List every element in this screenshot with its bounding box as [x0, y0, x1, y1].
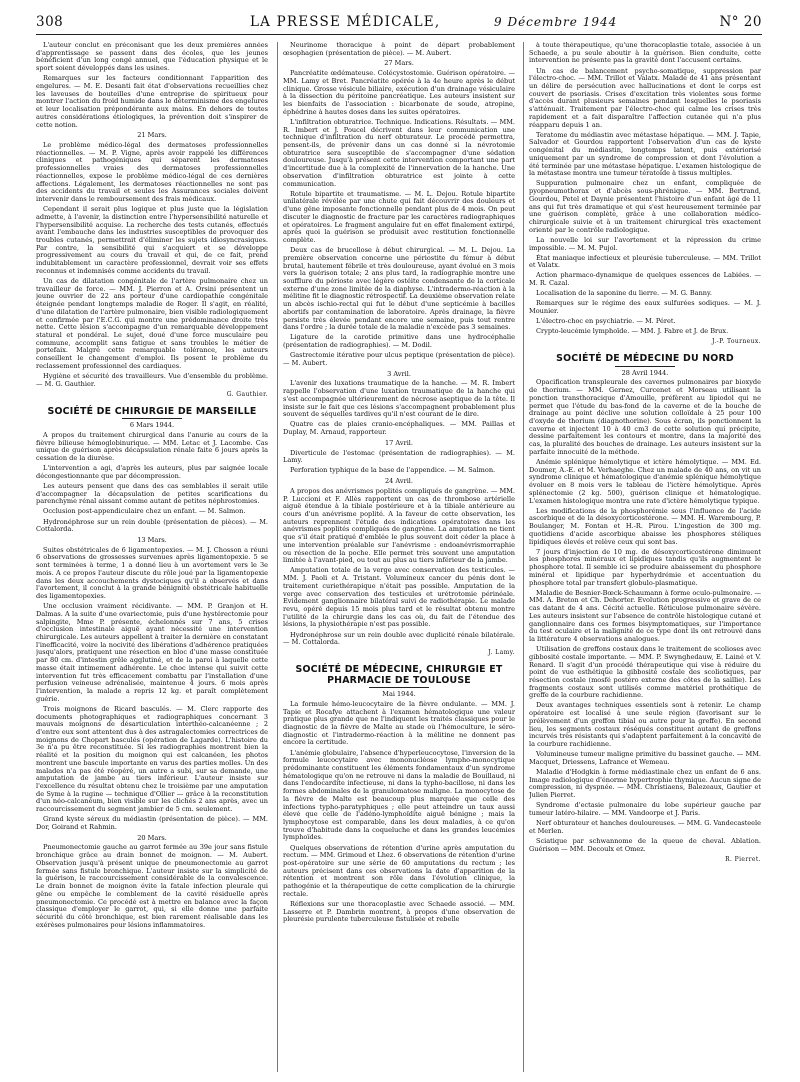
article-paragraph: Grand kyste séreux du médiastin (présentation de pièce). — MM. Dor, Goirand et Rahmin.: [36, 815, 268, 832]
author-signature: G. Gauthier.: [226, 390, 268, 398]
article-paragraph: Gastrectomie itérative pour ulcus peptique (présentation de pièce). — M. Aubert.: [283, 351, 515, 367]
column-divider: [523, 42, 524, 1072]
page-header: [36, 12, 762, 35]
article-paragraph: Amputation totale de la verge avec conservation des testicules. — MM. J. Paoli et A. Tristant. Volumineux cancer du pénis dont le traitement curiethérapique n'était pas possible. Amputation de la verge avec conservation des testicules et urétrotomie périnéale. Evidement ganglionnaire bilatéral suivi de radiothérapie. Le malade revu, opéré depuis 15 mois plus tard et le résultat obtenu montre l'utilité de la chirurgie dans les cas où, du fait de l'étendue des lésions, la physiothérapie n'est pas possible.: [283, 566, 515, 629]
session-date: 6 Mars 1944.: [129, 421, 175, 430]
journal-title: LA PRESSE MÉDICALE,: [250, 14, 441, 30]
article-paragraph: Pancréatite œdémateuse. Colécystostomie. Guérison opératoire. — MM. Lamy et Bret. Pancréatite opérée à la 4e heure après le début clinique. Grosse vésicule biliaire, exécution d'un drainage vésiculaire à la dissection du péritoine pancréatique. Les auteurs insistent sur les bienfaits de l'association : bicarbonate de soude, atropine, éphédrine à hautes doses dans les suites opératoires.: [283, 69, 515, 116]
article-paragraph: La nouvelle loi sur l'avortement et la répression du crime impossible. — M. M. Pujol.: [529, 235, 761, 252]
article-paragraph: État maniaque infectieux et pleurésie tuberculeuse. — MM. Trillot et Valatx.: [529, 253, 761, 270]
article-paragraph: L'anémie globulaire, l'absence d'hyperleucocytose, l'inversion de la formule leucocytaire avec mononucléose lympho-monocytique prédominante constituent les éléments fondamentaux d'un syndrome hématologique qu'on ne retrouve ni dans la maladie de Bouillaud, ni dans l'endocardite infectieuse, ni dans la typho-bacillose, ni dans les formes abdominales de la granulomatose maligne. La monocytose de la fièvre de Malte est beaucoup plus marquée que celle des infections typho-paratyphiques ; elle peut atteindre un taux aussi élevé que celle de l'adéno-lymphoïdite aiguë bénigne ; mais la lymphocytose est comparable, dans les deux maladies, à ce qu'on trouve d'habitude dans la coqueluche et dans les grandes leucémies lymphoïdes.: [283, 748, 515, 842]
column-1: [36, 42, 268, 1072]
issue-date: 9 Décembre 1944: [494, 15, 618, 29]
article-paragraph: L'auteur conclut en préconisant que les deux premières années d'apprentissage se passent dans des écoles, que les jeunes bénéficient d'un long congé annuel, que l'éducation physique et le sport soient développés dans les usines.: [36, 42, 268, 73]
article-paragraph: Trois moignons de Ricard basculés. — M. Clerc rapporte des documents photographiques et radiographiques concernant 3 mauvais moignons de désarticulation interthéo-calcanéenne ; 2 d'entre eux sont attentent dus à des astragalectomies correctrices de moignons de Chopart basculés (opération de Lagarde). L'histoire du 3e n'a pu être reconstituée. Si les radiographies montrent bien la réalité et la position du moignon qui est calcanéen, les photos montrent une bascule importante en varus des parties molles. Un des malades n'a pas été réopéré, un autre a subi, sur sa demande, une amputation de jambe au tiers inférieur. L'auteur insiste sur l'excellence du résultat obtenu chez le troisième par une amputation de Syme à la rugine — technique d'Ollier — grâce à la reconstitution d'un néo-calcanéum, bien visible sur les clichés 2 ans après, avec un raccourcissement du segment jambier de 5 cm. seulement.: [36, 704, 268, 814]
article-paragraph: Hydronéphrose sur un rein double avec duplicité rénale bilatérale. — M. Cottalorda.: [283, 630, 515, 647]
article-paragraph: Maladie de Besnier-Bœck-Schaumann à forme oculo-pulmonaire. — MM. A. Breton et Ch. Dehorter. Evolution progressive et grave de ce cas datant de 4 ans. Cécité actuelle. Réticulose pulmonaire sévère. Les auteurs insistent sur l'absence de contrôle histologique cutané et ganglionnaire dans ces formes bisymptomatiques, sur l'importance du test oculaire et la malignité de ce type dont ils ont retrouvé dans la littérature 4 observations analogues.: [529, 588, 761, 643]
session-date: 20 Mars.: [137, 833, 167, 842]
article-paragraph: Diverticule de l'estomac (présentation de radiographies). — M. Lamy.: [283, 448, 515, 465]
article-paragraph: Localisation de la saponine du lierre. — M. G. Banny.: [536, 289, 712, 298]
article-paragraph: A propos des anévrismes poplités compliqués de gangrène. — MM. P. Luccioni et F. Allès rapportent un cas de thrombose artérielle aiguë étendue à la tibiale postérieure et à la tibiale antérieure au cours d'un anévrisme poplité. A la faveur de cette observation, les auteurs reprennent l'étude des indications opératoires dans les anévrismes poplités compliqués de gangrène. La amputation ne tient que s'il était pratiqué d'emblée le plus souvent doit céder la place à une intervention préalable sur l'anévrisme : endoanévrismorraphie ou résection de la poche. Elle permet très souvent une amputation limitée à l'avant-pied, ou tout au plus au tiers inférieur de la jambe.: [283, 486, 515, 565]
heading-rule: [122, 418, 182, 419]
article-paragraph: Le problème médico-légal des dermatoses professionnelles réactionnelles. — M. P. Vigne, après avoir rappelé les différences cliniques et pathogéniques qui séparent les dermatoses professionnelles vraies des dermatoses professionnelles réactionnelles, expose le problème médico-légal de ces dernières affections. Légalement, les dermatoses réactionnelles ne sont pas des accidents du travail et seules les Assurances sociales doivent intervenir dans le remboursement des frais médicaux.: [36, 141, 268, 204]
article-paragraph: La formule hémo-leucocytaire de la fièvre ondulante. — MM. J. Tapie et Rocafye attachent à l'examen hématologique une valeur pratique plus grande que ne l'indiquent les traités classiques pour le diagnostic de la fièvre de Malte au stade où l'hémoculture, le séro-diagnostic et l'intradermo-réaction à la mélitine ne donnent pas encore la certitude.: [283, 699, 515, 747]
article-paragraph: Hygiène et sécurité des travailleurs. Vue d'ensemble du problème. — M. G. Gauthier.: [36, 372, 268, 388]
article-paragraph: Pneumonectomie gauche au garrot fermée au 39e jour sans fistule bronchique grâce au drain bonnet de moignon. — M. Aubert. Observation jusqu'à présent unique de pneumonectomie au garrot fermée sans fistule bronchique. L'auteur insiste sur la simplicité de la guérison, le raccourcissement considérable de la convalescence. Le drain bonnet de moignon évite la fatale infection pleurale qui gêne ou empêche le comblement de la cavité résiduelle après pneumonectomie. Ce procédé est à mettre en balance avec la façon classique d'employer le garrot, qui, si elle donne une parfaite sécurité du côté bronchique, est bien rarement réalisable dans les exérèses pulmonaires pour lésions inflammatoires.: [36, 843, 268, 929]
article-paragraph: Deux cas de brucellose à début chirurgical. — M. L. Dejou. La première observation concerne une périostite du fémur à début brutal, hautement fébrile et très douloureuse, ayant évolué en 3 mois vers la guérison totale; 2 ans plus tard, la radiographie montre une soufflure du périoste avec légère ostéite condensante de la corticale externe d'une zone limitée de la diaphyse. L'intradermo-réaction à la mélitine fit le diagnostic rétrospectif. La deuxième observation relate un abcès ischio-rectal qui fut le début d'une septicémie à bacilles abortifs par contamination de laboratoire. Après drainage, la fièvre persiste très élevée pendant encore une semaine, puis tout rentre dans l'ordre ; la durée totale de la maladie n'excède pas 3 semaines.: [283, 246, 515, 332]
column-3: [529, 42, 761, 1072]
article-paragraph: Remarques sur le régime des eaux sulfurées sodiques. — M. J. Mounier.: [529, 299, 761, 316]
article-paragraph: Cependant il serait plus logique et plus juste que la législation admette, à l'avenir, la distinction entre l'hypersensibilité naturelle et l'hypersensibilité acquise. La recherche des tests cutanés, effectués avant l'embauche dans les industries susceptibles de provoquer des troubles cutanés, permettrait d'éliminer les sujets idiosyncrasiques. Par contre, la sensibilité qui s'acquiert et se développe progressivement au cours du travail et qui, de ce fait, prend indubitablement un caractère professionnel, devrait voir ses effets reconnus et indemnisés comme accidents du travail.: [36, 205, 268, 275]
session-date: 3 Avril.: [387, 369, 411, 378]
session-date: Mai 1944.: [382, 690, 416, 699]
article-paragraph: Suppuration pulmonaire chez un enfant, compliquée de pyopneumothorax et d'abcès sous-phrénique. — MM. Bertrand, Gourdou, Petel et Daynie présentent l'histoire d'un enfant âgé de 11 ans qui fut très dramatique et qui s'est heureusement terminée par une guérison complète, grâce à une collaboration médico-chirurgicale suivie et à un traitement chirurgical très exactement orienté par le contrôle radiologique.: [529, 179, 761, 234]
article-paragraph: Suites obstétricales de 6 ligamentopexies. — M. J. Chosson a réuni 6 observations de grossesses survenues après ligamentopexie. 5 se sont terminées à terme, 1 a donné lieu à un avortement vers le 3e mois. A ce propos l'auteur discute du rôle joué par la ligamentopexie dans les deux accouchements dystociques qu'il a observés et dans l'avortement, il conclut à la grande bénignité obstétricale habituelle des ligamentopexies.: [36, 545, 268, 601]
article-paragraph: L'infiltration obturatrice. Technique. Indications. Résultats. — MM. R. Imbert et J. Poucel décrivent dans leur communication une technique d'infiltration du nerf obturateur. Le procédé permettra, pensent-ils, de prévenir dans un cas donné si la névrotomie obturatrice sera susceptible de s'accompagner d'une sédation douloureuse. Jusqu'à présent cette intervention comportant une part d'incertitude due à la complexité de l'innervation de la hanche. Une observation d'infiltration obturatrice est jointe à cette communication.: [283, 117, 515, 188]
society-heading: SOCIÉTÉ DE MÉDECINE DU NORD: [556, 353, 734, 365]
session-date: 24 Avril.: [385, 477, 413, 486]
article-paragraph: Les auteurs pensent que dans des cas semblables il serait utile d'accompagner la décapsulation de petites scarifications du parenchyme rénal aissant comme autant de petites néphrostomies.: [36, 481, 268, 506]
issue-number: N° 20: [719, 14, 762, 30]
heading-rule: [369, 687, 429, 688]
article-paragraph: Nerf obturateur et hanches douloureuses. — MM. G. Vandecasteele et Merlen.: [529, 819, 761, 835]
article-paragraph: Hydronéphrose sur un rein double (présentation de pièces). — M. Cottalorda.: [36, 517, 268, 534]
article-paragraph: Réflexions sur une thoracoplastie avec Schaede associé. — MM. Lasserre et P. Dambrin montrent, à propos d'une observation de pleurésie purulente tuberculeuse fistulisée et rebelle: [283, 899, 515, 924]
article-paragraph: Maladie d'Hodgkin à forme médiastinale chez un enfant de 6 ans. Image radiologique d'énorme hypertrophie thymique. Aucun signe de compression, ni dyspnée. — MM. Christiaens, Balezeaux, Gautier et Julien Pierret.: [529, 768, 761, 800]
article-paragraph: Quelques observations de rétention d'urine après amputation du rectum. — MM. Grimoud et Lhez. 6 observations de rétention d'urine post-opératoire sur une série de 60 amputations du rectum ; les auteurs précisent dans ces observations la date d'apparition de la rétention et montrent son rôle dans l'évolution clinique, la pathogénie et la thérapeutique de cette complication de la chirurgie rectale.: [283, 843, 515, 898]
society-heading: SOCIÉTÉ DE CHIRURGIE DE MARSEILLE: [47, 405, 257, 417]
column-divider: [277, 42, 278, 1072]
article-paragraph: Remarques sur les facteurs conditionnant l'apparition des engelures. — M. E. Desanti fait état d'observations recueillies chez les laveuses de bouteilles d'une entreprise de spiritueux pour montrer l'action du froid humide dans le déterminisme des engelures et leur localisation prépondérante aux mains. En dehors de toutes autres considérations étiologiques, la prévention doit s'inspirer de cette notion.: [36, 74, 268, 129]
session-date: 27 Mars.: [384, 59, 414, 68]
article-paragraph: Utilisation de greffons costaux dans le traitement de scolioses avec gibbosité costale importante. — MM. P. Swynghedauw, E. Lainé et V. Renard. Il s'agit d'un procédé thérapeutique qui vise à réduire du point de vue esthétique la gibbosité costale des scoliotiques, par résection costale (mosfé postéro externe des côtes de la saillie). Les fragments costaux sont utilisés comme matériel prothétique de greffe de la courbure rachidienne.: [529, 645, 761, 700]
article-paragraph: Une occlusion vraiment récidivante. — MM. P. Granjon et H. Dalmas. A la suite d'une ovariectomie, puis d'une hystérectomie pour salpingite, Mme P. présente, échelonnés sur 7 ans, 5 crises d'occlusion intestinale aiguë ayant nécessité une intervention chirurgicale. Les auteurs appellent à traiter la dernière en constatant l'inefficacité, voire la nocivité des libérations d'adhérence pratiquées jusqu'alors, pratiquent une résection en bloc d'une masse constituée par 80 cm. d'intestin grêle agglutiné, et de la paroi à laquelle cette masse était intimement adhérente. Le choc intense qui suivit cette intervention fut très efficacement combattu par l'installation d'une perfusion veineuse adrénalisée, maintenue 4 jours. 6 mois après l'intervention, la malade a repris 12 kg. et paraît complètement guérie.: [36, 602, 268, 703]
article-paragraph: Rotule bipartite et traumatisme. — M. L. Dejou. Rotule bipartite unilatérale révélée par une chute qui fait découvrir des douleurs et d'une gêne imposante fonctionnelle pendant plus de 4 mois. On peut discuter le diagnostic de fracture par les caractères radiographiques et opératoires. Le fragment angulaire fut en effet finalement extirpé, après quoi la guérison se produisit avec restitution fonctionnelle complète.: [283, 189, 515, 245]
article-paragraph: Crypto-leucémie lymphoïde. — MM. J. Fabre et J. de Brux.: [536, 327, 729, 336]
column-2: [283, 42, 515, 1072]
article-paragraph: L'avenir des luxations traumatique de la hanche. — M. R. Imbert rappelle l'observation d'une luxation traumatique de la hanche qui s'est accompagnée ultérieurement de nécrose aseptique de la tête. Il insiste sur le fait que ces lésions s'accompagnent probablement plus souvent de séquelles tardives qu'il n'est courant de le dire.: [283, 379, 515, 419]
session-date: 21 Mars.: [137, 131, 167, 140]
article-paragraph: Les modifications de la phosphorémie sous l'influence de l'acide ascorbique et de la désoxycorticostérone. — MM. H. Warembourg, P. Boulanger, M. Fontan et H.-R. Pirou. L'ingestion de 300 mg. quotidiens d'acide ascorbique abaisse les phosphores stéliques lipidiques élevés et relève ceux qui sont bas.: [529, 506, 761, 546]
society-heading: SOCIÉTÉ DE MÉDECINE, CHIRURGIE ET PHARMACIE DE TOULOUSE: [295, 664, 503, 686]
article-paragraph: Ligature de la carotide primitive dans une hydrocéphalie (présentation de radiographies). — M. Dodil.: [283, 333, 515, 350]
article-paragraph: Sciatique par schwannome de la queue de cheval. Ablation. Guérison — MM. Decoulx et Omez.: [529, 836, 761, 853]
author-signature: R. Pierret.: [725, 855, 761, 863]
article-paragraph: A propos du traitement chirurgical dans l'anurie au cours de la fièvre bilieuse hémoglobinurique. — MM. Letac et J. Lacombe. Cas unique de guérison après décapsulation rénale faite 6 jours après la cessation de la diurèse.: [36, 430, 268, 462]
article-paragraph: Anémie splénique hémolytique et ictère hémolytique. — MM. Ed. Doumer, A.-E. et M. Verhaeghe. Chez un malade de 40 ans, on vit un syndrome clinique et hématologique d'anémie splénique hémolytique évoluer en 8 mois vers le tableau de l'ictère hémolytique. Après splénectomie (2 kg. 500), guérison clinique et hématologique. L'examen histologique montra une rate d'ictère hémolytique typique.: [529, 457, 761, 505]
article-paragraph: Syndrome d'ectasie pulmonaire du lobe supérieur gauche par tumeur latéro-hilaire. — MM. Vandoorpe et J. Paris.: [529, 801, 761, 817]
article-paragraph: Volumineuse tumeur maligne primitive du bassinet gauche. — MM. Macquet, Driessens, Lafrance et Wemeau.: [529, 750, 761, 766]
article-paragraph: Perforation typhique de la base de l'appendice. — M. Salmon.: [290, 466, 496, 475]
article-paragraph: L'électro-choc en psychiatrie. — M. Péret.: [536, 317, 676, 326]
author-signature: J.-P. Tourneux.: [712, 338, 761, 346]
article-paragraph: à toute thérapeutique, qu'une thoracoplastie totale, associée à un Schaede, a pu seule aboutir à la guérison. Bien conduite, cette intervention ne présente pas la gravité dont l'accusent certains.: [529, 42, 761, 65]
article-paragraph: L'intervention a agi, d'après les auteurs, plus par saignée locale décongestionnante que par décompression.: [36, 464, 268, 480]
article-paragraph: Opacification transpleurale des cavernes pulmonaires par bioxyde de thorium. — MM. Gernez, Curcenet et Morseau utilisant la ponction transthoracique d'Amouille, préfèrent au lipiodol qui ne permet que l'étude du bas-fond de la caverne et de la bouche de drainage au point déclive une solution colloïdale à 25 pour 100 d'oxyde de thorium (diagnothorine). Sous écran, ils ponctionnent la caverne et injectent 10 à 40 cm3 de cette solution qui précipite, dessine parfaitement les contours et montre, dans la majorité des cas, la pluralité des bouches de drainage. Les auteurs insistent sur la parfaite innocuité de la méthode.: [529, 378, 761, 456]
article-paragraph: Neurinome thoracique à point de départ probablement œsophagien (présentation de pièce). — M. Aubert.: [283, 42, 515, 57]
session-date: 28 Avril 1944.: [621, 368, 669, 377]
page-number: 308: [36, 14, 64, 30]
heading-rule: [615, 366, 675, 367]
article-paragraph: Deux avantages techniques essentiels sont à retenir. Le champ opératoire est localisé à une seule région (favorisant sur le prélèvement d'un greffon tibial ou autre pour la greffe). En second lieu, les segments costaux réséqués constituent autant de greffons incurvés très résistants qui s'adaptent parfaitement à la concavité de la courbure rachidienne.: [529, 701, 761, 749]
article-paragraph: Teratome du médiastin avec métastase hépatique. — MM. J. Tapie, Salvador et Gourdou rapportent l'observation d'un cas de kyste congénital du médiastin, longtemps latent, puis extériorisé uniquement par un syndrome de compression et dont l'évolution a été terminée par une métastase hépatique. L'examen histologique de la métastase montra une tumeur tératoïde à tissus multiples.: [529, 130, 761, 178]
author-signature: J. Lamy.: [488, 649, 515, 657]
article-paragraph: Un cas de dilatation congénitale de l'artère pulmonaire chez un travailleur de force. — MM. J. Pierron et A. Orsini présentent un jeune ouvrier de 22 ans porteur d'une cardiopathie congénitale éteignée pendant longtemps maladie de Roger. Il s'agit, en réalité, d'une dilatation de l'artère pulmonaire, bien visible radiologiquement et confirmée par l'E.C.G. qui montre une prédominance droite très nette. Cette lésion s'accompagne d'un remarquable développement statural et pondéral. Le sujet, doué d'une force musculaire peu commune, accomplit sans fatigue et sans troubles le métier de portefaix. Malgré cette remarquable tolérance, les auteurs conseillent le changement d'emploi. Ils posent le problème du reclassement professionnel des cardiaques.: [36, 277, 268, 370]
article-paragraph: Quatre cas de plaies cranio-encéphaliques. — MM. Paillas et Duplay, M. Arnaud, rapporteur.: [283, 420, 515, 437]
article-paragraph: Occlusion post-appendiculaire chez un enfant. — M. Salmon.: [43, 507, 246, 516]
article-paragraph: Action pharmaco-dynamique de quelques essences de Labiées. — M. R. Cazal.: [529, 271, 761, 288]
article-paragraph: 7 jours d'injection de 10 mg. de désoxycorticostérone diminuent les phosphores minéraux et lipidiques tandis qu'ils augmentent le phosphore total. Il semble ici se produire abaissement du phosphore minéral et lipidique par hyperhydrémie et accentuation du phosphore total par transfert globulo-plasmatique.: [529, 547, 761, 587]
session-date: 17 Avril.: [385, 438, 413, 447]
article-paragraph: Un cas de balancement psycho-somatique, suppression par l'électro-choc. — MM. Trillot et Valatx. Malade de 41 ans présentant un délire de persécution avec hallucinations et dont le corps est couvert de psoriasis. Crises d'excitation très violentes sous forme d'accès durant plusieurs semaines pendant lesquelles le psoriasis s'atténuait. Traitement par l'électro-choc qui calme les crises très rapidement et a fait disparaître l'affection cutanée qui n'a plus réapparu depuis 1 an.: [529, 66, 761, 129]
session-date: 13 Mars.: [137, 535, 167, 544]
